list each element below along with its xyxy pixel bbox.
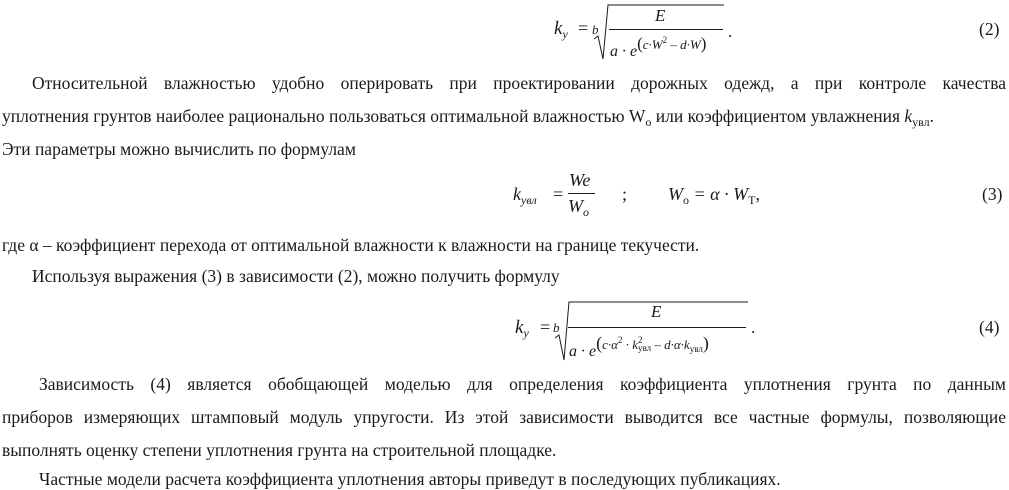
formula4-fraction-bar	[568, 327, 746, 328]
formula4-denominator: $a \cdot e^{(c\cdot\alpha^2 \cdot k 2 увл - d\cdot\alpha\cdot k_{увл})}$	[569, 333, 709, 360]
paragraph-1-line-3: Эти параметры можно вычислить по формулам	[2, 139, 356, 159]
formula3-denominator: $W_o$	[568, 196, 589, 219]
formula2-numerator: E	[655, 6, 666, 25]
formula3-equals: =	[553, 184, 564, 204]
formula4-numerator: E	[651, 302, 662, 321]
formula2-number: (2)	[979, 19, 1000, 39]
formula4-lhs: $k_у$	[515, 317, 529, 340]
formula2-fraction-bar	[609, 29, 723, 30]
paragraph-1-line-1: Относительной влажностью удобно оперировать при проектировании дорожных одежд, а при контроле качества	[32, 73, 1006, 93]
formula3-lhs: $k_{увл}$	[513, 184, 537, 207]
paragraph-4-line-1: Частные модели расчета коэффициента уплотнения авторы приведут в последующих публикациях.	[39, 469, 781, 489]
paragraph-3-line-3: выполнять оценку степени уплотнения грунта на строительной площадке.	[2, 440, 557, 460]
formula2-root-index: b	[592, 22, 599, 37]
formula4-equals: =	[540, 317, 551, 337]
formula3-fraction-bar	[568, 193, 595, 194]
formula3-numerator: We	[569, 170, 591, 190]
paragraph-3-line-2: приборов измеряющих штамповый модуль упругости. Из этой зависимости выводится все частные формулы, позволяющие	[2, 407, 1006, 427]
formula4-period: .	[751, 318, 756, 337]
formula3-number: (3)	[982, 184, 1003, 204]
formula3-semicolon: ;	[622, 184, 628, 204]
paragraph-3-line-1: Зависимость (4) является обобщающей моделью для определения коэффициента уплотнения грунта по данным	[39, 374, 1006, 394]
formula3-rhs: $W_o = \alpha \cdot W_T$,	[668, 184, 760, 207]
paragraph-2-line-2: Используя выражения (3) в зависимости (2), можно получить формулу	[32, 266, 560, 286]
paragraph-1-line-2: уплотнения грунтов наиболее рационально пользоваться оптимальной влажностью $W_o$ или коэффициентом увлажнения $k_{увл}$.	[2, 106, 935, 129]
formula2-denominator: $a \cdot e^{(c\cdot W^2 - d\cdot W)}$	[610, 34, 707, 60]
formula2-period: .	[728, 22, 733, 41]
formula2-equals: =	[578, 18, 589, 38]
formula2-lhs: $k_у$	[554, 18, 568, 41]
formula4-root-index: b	[553, 320, 560, 335]
formula4-number: (4)	[979, 317, 1000, 337]
paragraph-2-line-1: где α – коэффициент перехода от оптимальной влажности к влажности на границе текучести.	[2, 235, 700, 255]
